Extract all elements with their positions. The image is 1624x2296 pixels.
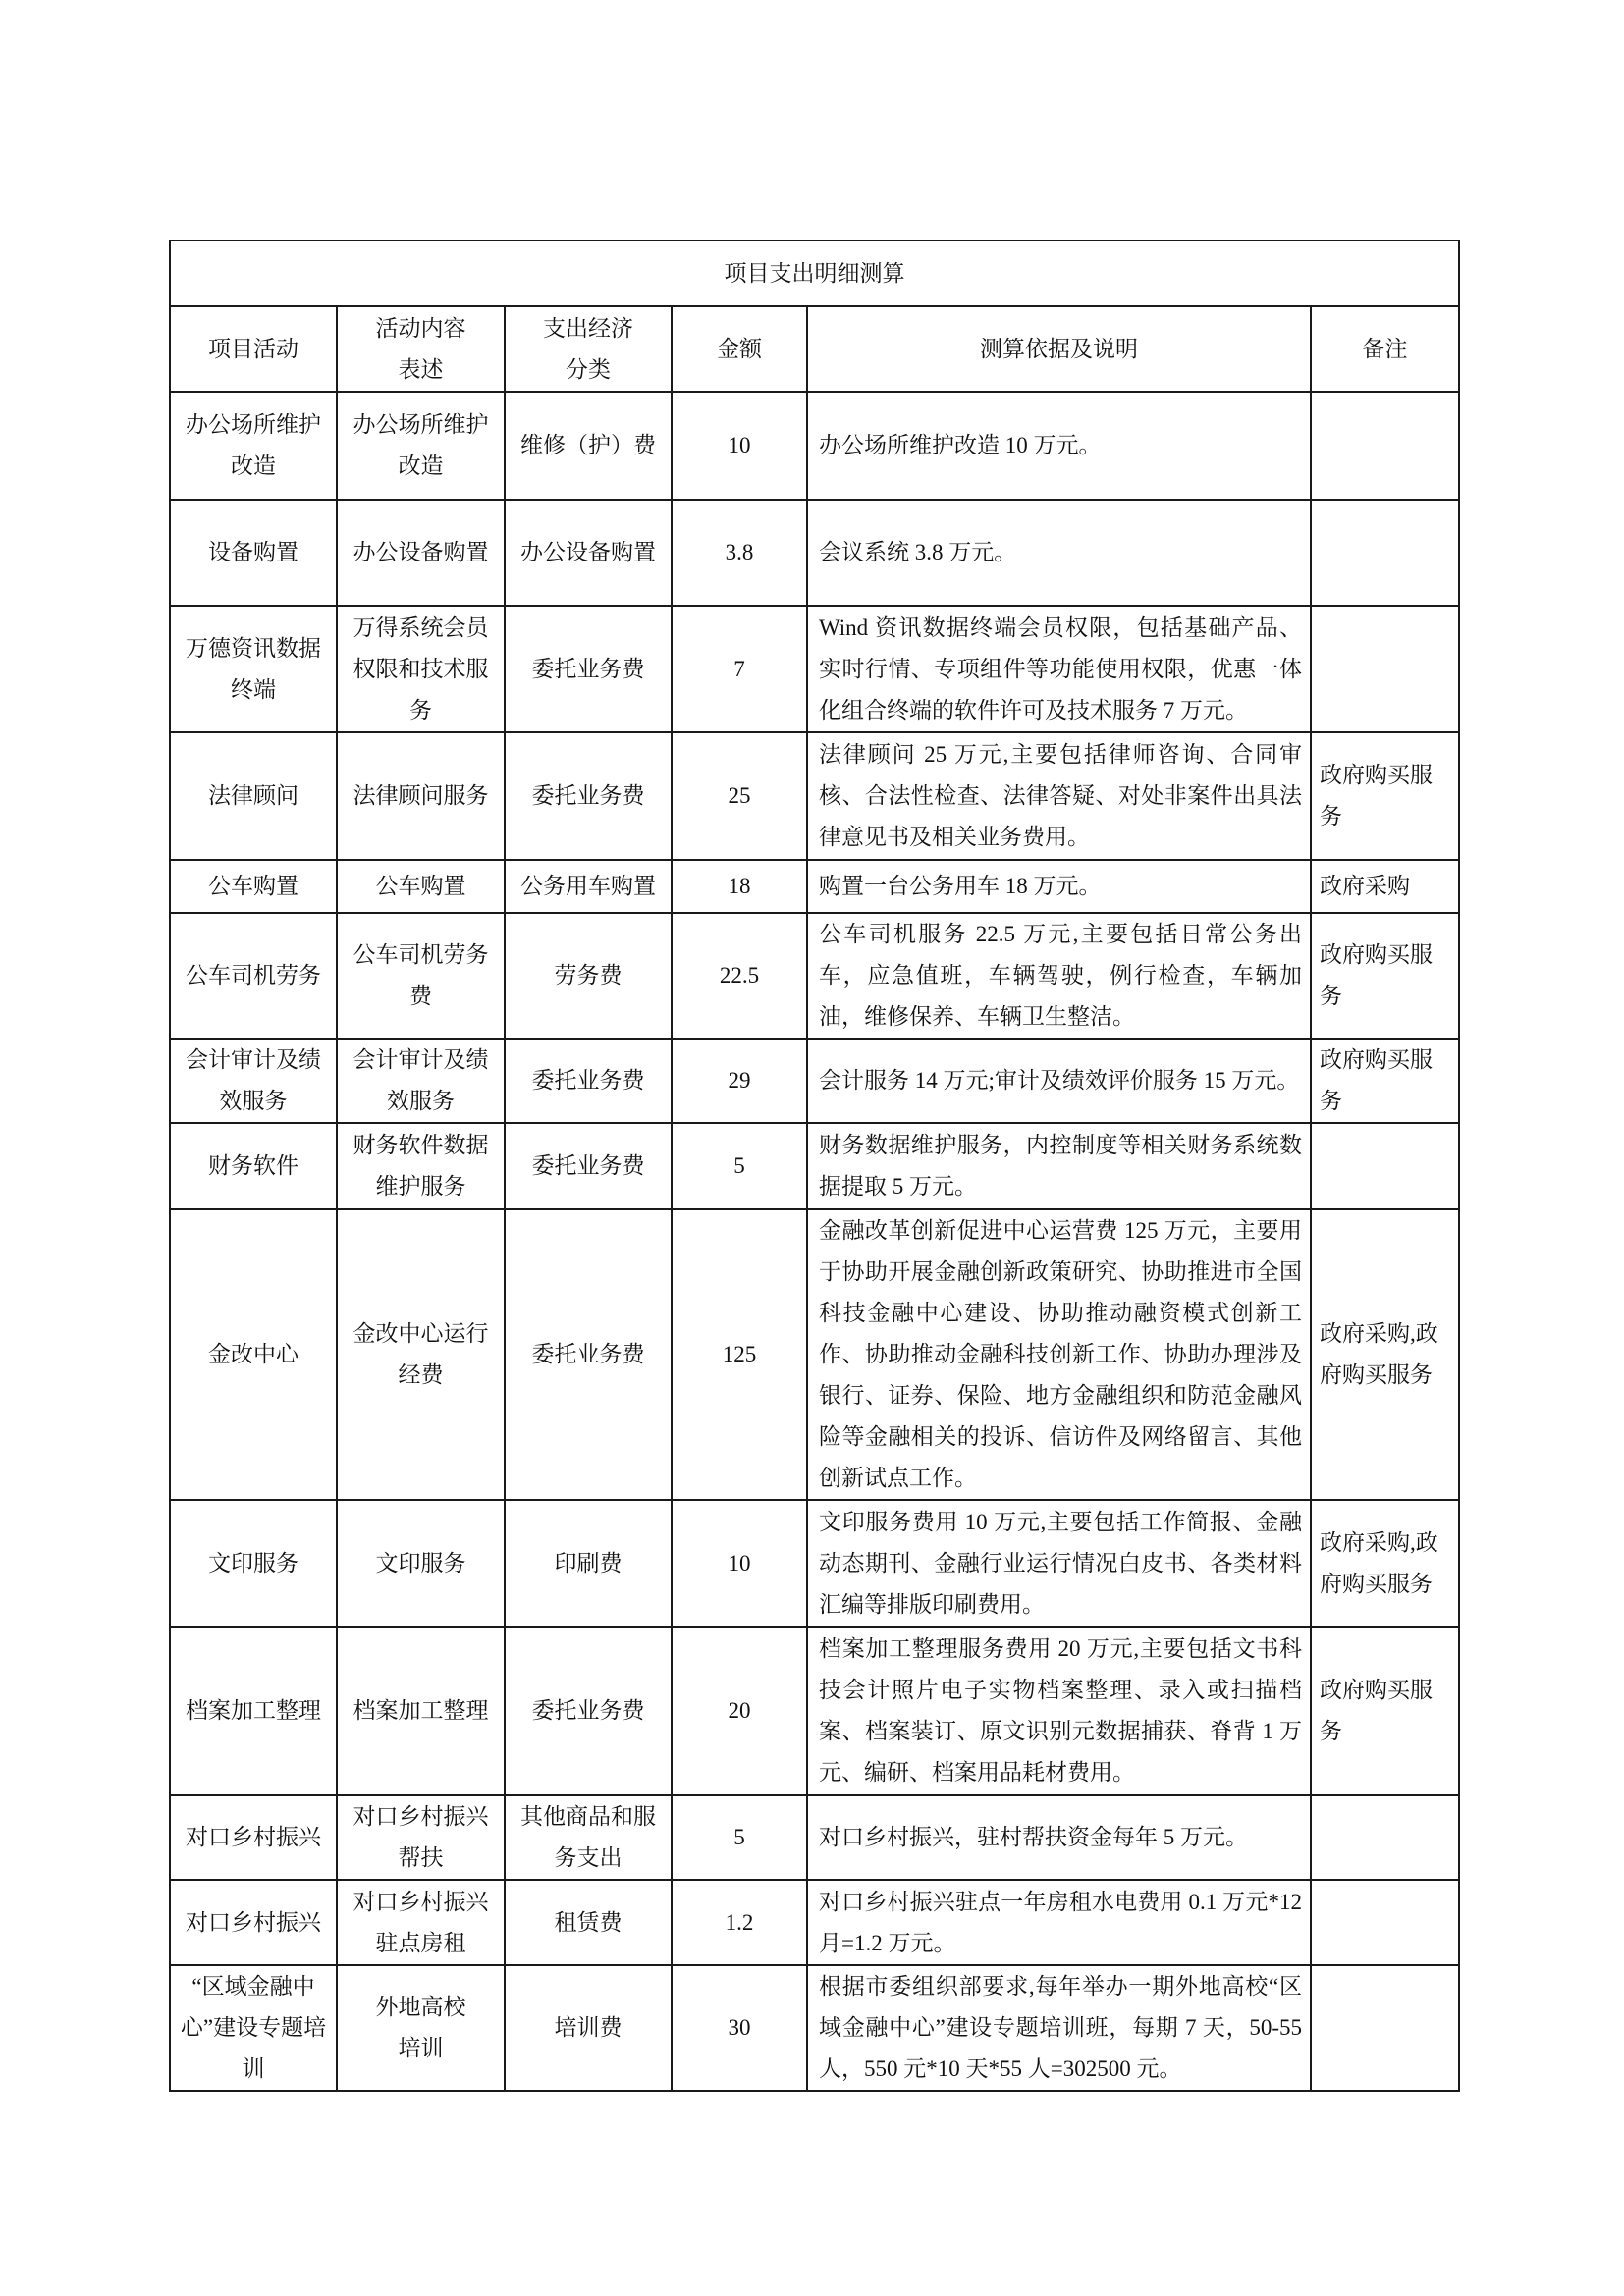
category-cell: 委托业务费 <box>505 1209 672 1500</box>
amount-cell: 10 <box>672 392 807 500</box>
table-row <box>170 500 1459 606</box>
table-row <box>170 1209 1459 1500</box>
basis-cell: 根据市委组织部要求,每年举办一期外地高校“区域金融中心”建设专题培训班，每期 7 天，50-55 人，550 元*10 天*55 人=302500 元。 <box>807 1965 1311 2091</box>
activity-cell: 万德资讯数据终端 <box>170 606 337 732</box>
amount-cell: 7 <box>672 606 807 732</box>
activity-cell: 设备购置 <box>170 500 337 606</box>
remark-cell: 政府购买服务 <box>1311 1039 1459 1123</box>
basis-cell: 会计服务 14 万元;审计及绩效评价服务 15 万元。 <box>807 1039 1311 1123</box>
table-row <box>170 606 1459 732</box>
remark-cell: 政府采购,政府购买服务 <box>1311 1500 1459 1627</box>
activity-cell: 对口乡村振兴 <box>170 1795 337 1880</box>
content-cell: 公车司机劳务费 <box>337 913 505 1039</box>
content-cell: 办公设备购置 <box>337 500 505 606</box>
basis-cell: 对口乡村振兴，驻村帮扶资金每年 5 万元。 <box>807 1795 1311 1880</box>
table-row <box>170 1500 1459 1627</box>
table-row <box>170 1039 1459 1123</box>
basis-cell: Wind 资讯数据终端会员权限，包括基础产品、实时行情、专项组件等功能使用权限，优惠一体化组合终端的软件许可及技术服务 7 万元。 <box>807 606 1311 732</box>
amount-cell: 30 <box>672 1965 807 2091</box>
header-content <box>337 306 505 392</box>
category-cell: 其他商品和服务支出 <box>505 1795 672 1880</box>
activity-cell: 会计审计及绩效服务 <box>170 1039 337 1123</box>
remark-cell <box>1311 1880 1459 1965</box>
activity-cell: 公车购置 <box>170 860 337 913</box>
remark-cell: 政府购买服务 <box>1311 732 1459 860</box>
category-cell: 印刷费 <box>505 1500 672 1627</box>
activity-cell: 公车司机劳务 <box>170 913 337 1039</box>
header-content-label: 活动内容表述 <box>375 315 466 382</box>
activity-cell: 文印服务 <box>170 1500 337 1627</box>
basis-cell: 公车司机服务 22.5 万元,主要包括日常公务出车，应急值班，车辆驾驶，例行检查，车辆加油，维修保养、车辆卫生整洁。 <box>807 913 1311 1039</box>
basis-cell: 金融改革创新促进中心运营费 125 万元，主要用于协助开展金融创新政策研究、协助推进市全国科技金融中心建设、协助推动融资模式创新工作、协助推动金融科技创新工作、协助办理涉及银行、证券、保险、地方金融组织和防范金融风险等金融相关的投诉、信访件及网络留言、其他创新试点工作。 <box>807 1209 1311 1500</box>
category-cell: 培训费 <box>505 1965 672 2091</box>
content-cell: 文印服务 <box>337 1500 505 1627</box>
basis-cell: 法律顾问 25 万元,主要包括律师咨询、合同审核、合法性检查、法律答疑、对处非案件出具法律意见书及相关业务费用。 <box>807 732 1311 860</box>
table-title: 项目支出明细测算 <box>170 240 1459 306</box>
content-cell: 法律顾问服务 <box>337 732 505 860</box>
activity-cell: 档案加工整理 <box>170 1627 337 1795</box>
category-cell: 委托业务费 <box>505 732 672 860</box>
content-cell: 对口乡村振兴驻点房租 <box>337 1880 505 1965</box>
amount-cell: 25 <box>672 732 807 860</box>
table-row <box>170 1965 1459 2091</box>
category-cell: 办公设备购置 <box>505 500 672 606</box>
amount-cell: 29 <box>672 1039 807 1123</box>
table-row <box>170 913 1459 1039</box>
table-row <box>170 732 1459 860</box>
amount-cell: 10 <box>672 1500 807 1627</box>
content-cell: 万得系统会员权限和技术服务 <box>337 606 505 732</box>
table-row <box>170 1627 1459 1795</box>
amount-cell: 125 <box>672 1209 807 1500</box>
header-basis: 测算依据及说明 <box>807 306 1311 392</box>
category-cell: 维修（护）费 <box>505 392 672 500</box>
activity-cell: 对口乡村振兴 <box>170 1880 337 1965</box>
category-cell: 委托业务费 <box>505 1039 672 1123</box>
table-row <box>170 1123 1459 1209</box>
expense-detail-table <box>169 240 1460 2092</box>
basis-cell: 财务数据维护服务，内控制度等相关财务系统数据提取 5 万元。 <box>807 1123 1311 1209</box>
header-category-label: 支出经济分类 <box>542 315 633 382</box>
remark-cell <box>1311 500 1459 606</box>
amount-cell: 18 <box>672 860 807 913</box>
content-cell: 会计审计及绩效服务 <box>337 1039 505 1123</box>
remark-cell: 政府采购 <box>1311 860 1459 913</box>
basis-cell: 对口乡村振兴驻点一年房租水电费用 0.1 万元*12 月=1.2 万元。 <box>807 1880 1311 1965</box>
activity-cell: 办公场所维护改造 <box>170 392 337 500</box>
amount-cell: 1.2 <box>672 1880 807 1965</box>
amount-cell: 5 <box>672 1123 807 1209</box>
header-amount: 金额 <box>672 306 807 392</box>
basis-cell: 会议系统 3.8 万元。 <box>807 500 1311 606</box>
category-cell: 委托业务费 <box>505 1123 672 1209</box>
category-cell: 劳务费 <box>505 913 672 1039</box>
activity-cell: 法律顾问 <box>170 732 337 860</box>
remark-cell <box>1311 1965 1459 2091</box>
content-cell <box>337 1965 505 2091</box>
table-row <box>170 392 1459 500</box>
amount-cell: 22.5 <box>672 913 807 1039</box>
category-cell: 公务用车购置 <box>505 860 672 913</box>
remark-cell <box>1311 392 1459 500</box>
remark-cell <box>1311 1795 1459 1880</box>
amount-cell: 5 <box>672 1795 807 1880</box>
header-remark: 备注 <box>1311 306 1459 392</box>
content-cell: 办公场所维护改造 <box>337 392 505 500</box>
category-cell: 委托业务费 <box>505 606 672 732</box>
table-row <box>170 860 1459 913</box>
content-cell-label: 外地高校培训 <box>375 1995 466 2060</box>
header-row <box>170 306 1459 392</box>
table-row <box>170 1795 1459 1880</box>
amount-cell: 20 <box>672 1627 807 1795</box>
remark-cell: 政府购买服务 <box>1311 1627 1459 1795</box>
basis-cell: 办公场所维护改造 10 万元。 <box>807 392 1311 500</box>
content-cell: 公车购置 <box>337 860 505 913</box>
remark-cell: 政府采购,政府购买服务 <box>1311 1209 1459 1500</box>
remark-cell <box>1311 1123 1459 1209</box>
basis-cell: 档案加工整理服务费用 20 万元,主要包括文书科技会计照片电子实物档案整理、录入或扫描档案、档案装订、原文识别元数据捕获、脊背 1 万元、编研、档案用品耗材费用。 <box>807 1627 1311 1795</box>
table-row <box>170 1880 1459 1965</box>
activity-cell: 金改中心 <box>170 1209 337 1500</box>
category-cell: 租赁费 <box>505 1880 672 1965</box>
remark-cell: 政府购买服务 <box>1311 913 1459 1039</box>
content-cell: 对口乡村振兴帮扶 <box>337 1795 505 1880</box>
title-row <box>170 240 1459 306</box>
content-cell: 档案加工整理 <box>337 1627 505 1795</box>
basis-cell: 购置一台公务用车 18 万元。 <box>807 860 1311 913</box>
amount-cell: 3.8 <box>672 500 807 606</box>
activity-cell: 财务软件 <box>170 1123 337 1209</box>
header-activity: 项目活动 <box>170 306 337 392</box>
content-cell: 金改中心运行经费 <box>337 1209 505 1500</box>
activity-cell: “区域金融中心”建设专题培训 <box>170 1965 337 2091</box>
header-category <box>505 306 672 392</box>
remark-cell <box>1311 606 1459 732</box>
basis-cell: 文印服务费用 10 万元,主要包括工作简报、金融动态期刊、金融行业运行情况白皮书、各类材料汇编等排版印刷费用。 <box>807 1500 1311 1627</box>
content-cell: 财务软件数据维护服务 <box>337 1123 505 1209</box>
category-cell: 委托业务费 <box>505 1627 672 1795</box>
